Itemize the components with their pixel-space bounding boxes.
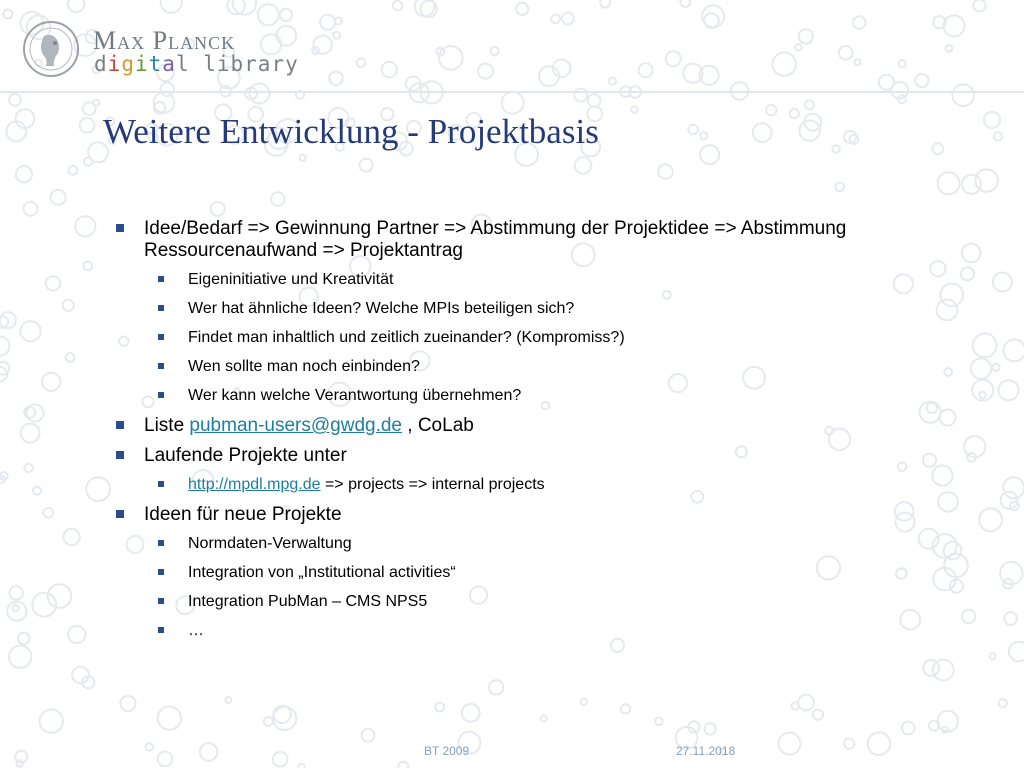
square-bullet-icon <box>116 510 124 518</box>
square-bullet-icon <box>158 334 164 340</box>
list-item <box>116 475 876 494</box>
list-item-text: Liste <box>144 415 190 436</box>
square-bullet-icon <box>158 569 164 575</box>
mailing-list-link[interactable]: pubman-users@gwdg.de <box>189 415 402 436</box>
mpdl-link[interactable]: http://mpdl.mpg.de <box>188 476 321 493</box>
list-item-text: => projects => internal projects <box>320 476 545 493</box>
list-item <box>116 592 876 611</box>
header <box>0 0 1024 92</box>
logo-subtitle-letter: l <box>175 52 190 76</box>
list-item <box>116 534 876 553</box>
list-item-text: Integration PubMan – CMS NPS5 <box>188 593 428 610</box>
header-divider <box>0 91 1024 93</box>
list-item-text: Integration von „Institutional activities“ <box>188 564 456 581</box>
list-item-text: … <box>188 622 204 639</box>
list-item <box>116 357 876 376</box>
list-item <box>116 415 876 437</box>
list-item-text: Wer hat ähnliche Ideen? Welche MPIs beteiligen sich? <box>188 300 575 317</box>
list-item <box>116 504 876 526</box>
square-bullet-icon <box>116 421 124 429</box>
square-bullet-icon <box>158 627 164 633</box>
list-item-text: Eigeninitiative und Kreativität <box>188 271 394 288</box>
square-bullet-icon <box>116 451 124 459</box>
list-item <box>116 270 876 289</box>
list-item-text: Findet man inhaltlich und zeitlich zueinander? (Kompromiss?) <box>188 329 625 346</box>
logo-title: Max Planck <box>93 26 236 55</box>
list-item-text: , CoLab <box>402 415 474 436</box>
list-item <box>116 328 876 347</box>
list-item-text: Wer kann welche Verantwortung übernehmen? <box>188 387 522 404</box>
footer-date: 27.11.2018 <box>676 744 736 758</box>
slide-title: Weitere Entwicklung - Projektbasis <box>103 112 599 151</box>
logo-subtitle-letter: i <box>107 52 122 76</box>
logo-subtitle-letter: a <box>162 52 176 76</box>
list-item-text: Ideen für neue Projekte <box>144 504 342 525</box>
bullet-list <box>116 218 876 650</box>
logo-subtitle-letter: t <box>148 52 163 76</box>
logo-subtitle-letter: library <box>189 52 299 76</box>
square-bullet-icon <box>116 224 124 232</box>
logo-subtitle-letter: i <box>134 52 149 76</box>
list-item <box>116 218 876 262</box>
max-planck-seal-icon <box>22 20 80 78</box>
list-item <box>116 299 876 318</box>
square-bullet-icon <box>158 276 164 282</box>
list-item-text: Idee/Bedarf => Gewinnung Partner => Abstimmung der Projektidee => Abstimmung Ressourcenaufwand => Projektantrag <box>144 218 847 261</box>
square-bullet-icon <box>158 481 164 487</box>
list-item-text: Laufende Projekte unter <box>144 445 347 466</box>
list-item <box>116 621 876 640</box>
logo-subtitle-letter: d <box>94 52 108 76</box>
square-bullet-icon <box>158 540 164 546</box>
list-item <box>116 386 876 405</box>
list-item <box>116 445 876 467</box>
list-item-text: Normdaten-Verwaltung <box>188 535 352 552</box>
list-item <box>116 563 876 582</box>
square-bullet-icon <box>158 392 164 398</box>
list-item-text: Wen sollte man noch einbinden? <box>188 358 420 375</box>
footer-event: BT 2009 <box>424 744 470 758</box>
logo-subtitle-letter: g <box>121 52 135 76</box>
square-bullet-icon <box>158 598 164 604</box>
logo-subtitle <box>94 52 299 76</box>
square-bullet-icon <box>158 305 164 311</box>
square-bullet-icon <box>158 363 164 369</box>
